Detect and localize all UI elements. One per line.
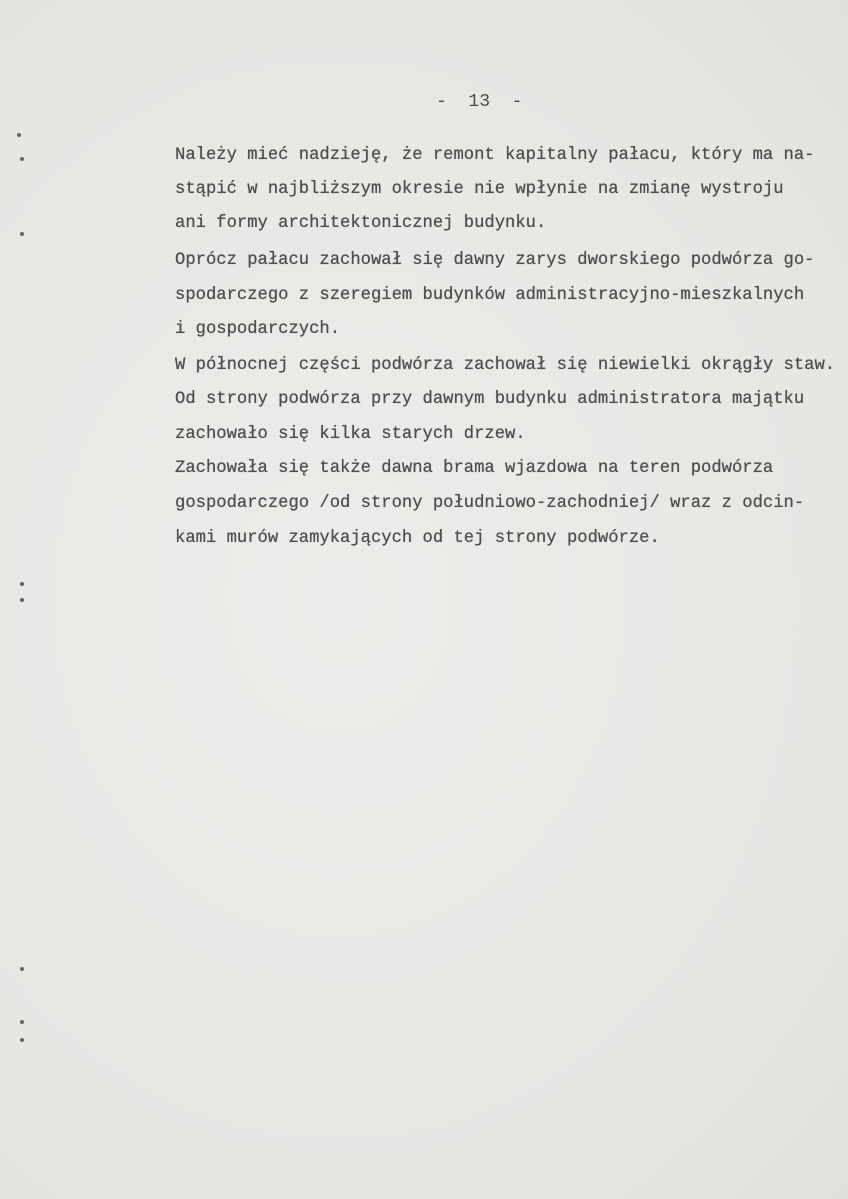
text-line: W północnej części podwórza zachował się niewielki okrągły staw. [175, 356, 836, 375]
text-line: spodarczego z szeregiem budynków administracyjno-mieszkalnych [175, 286, 805, 305]
text-line: kami murów zamykających od tej strony podwórze. [175, 529, 660, 548]
text-line: Oprócz pałacu zachował się dawny zarys dworskiego podwórza go- [175, 251, 815, 270]
binding-hole-mark [20, 598, 24, 602]
binding-hole-mark [20, 582, 24, 586]
text-line: Od strony podwórza przy dawnym budynku administratora majątku [175, 390, 805, 409]
text-line: Należy mieć nadzieję, że remont kapitalny pałacu, który ma na- [175, 146, 815, 165]
binding-hole-mark [20, 1038, 24, 1042]
text-line: stąpić w najbliższym okresie nie wpłynie na zmianę wystroju [175, 180, 784, 199]
binding-hole-mark [20, 967, 24, 971]
binding-hole-mark [17, 133, 21, 137]
binding-hole-mark [20, 232, 24, 236]
binding-hole-mark [20, 1020, 24, 1024]
text-line: ani formy architektonicznej budynku. [175, 214, 547, 233]
text-line: Zachowała się także dawna brama wjazdowa na teren podwórza [175, 459, 774, 478]
text-line: zachowało się kilka starych drzew. [175, 425, 526, 444]
binding-hole-mark [20, 157, 24, 161]
text-line: i gospodarczych. [175, 320, 341, 339]
text-line: gospodarczego /od strony południowo-zachodniej/ wraz z odcin- [175, 494, 805, 513]
page-number: - 13 - [436, 92, 523, 112]
